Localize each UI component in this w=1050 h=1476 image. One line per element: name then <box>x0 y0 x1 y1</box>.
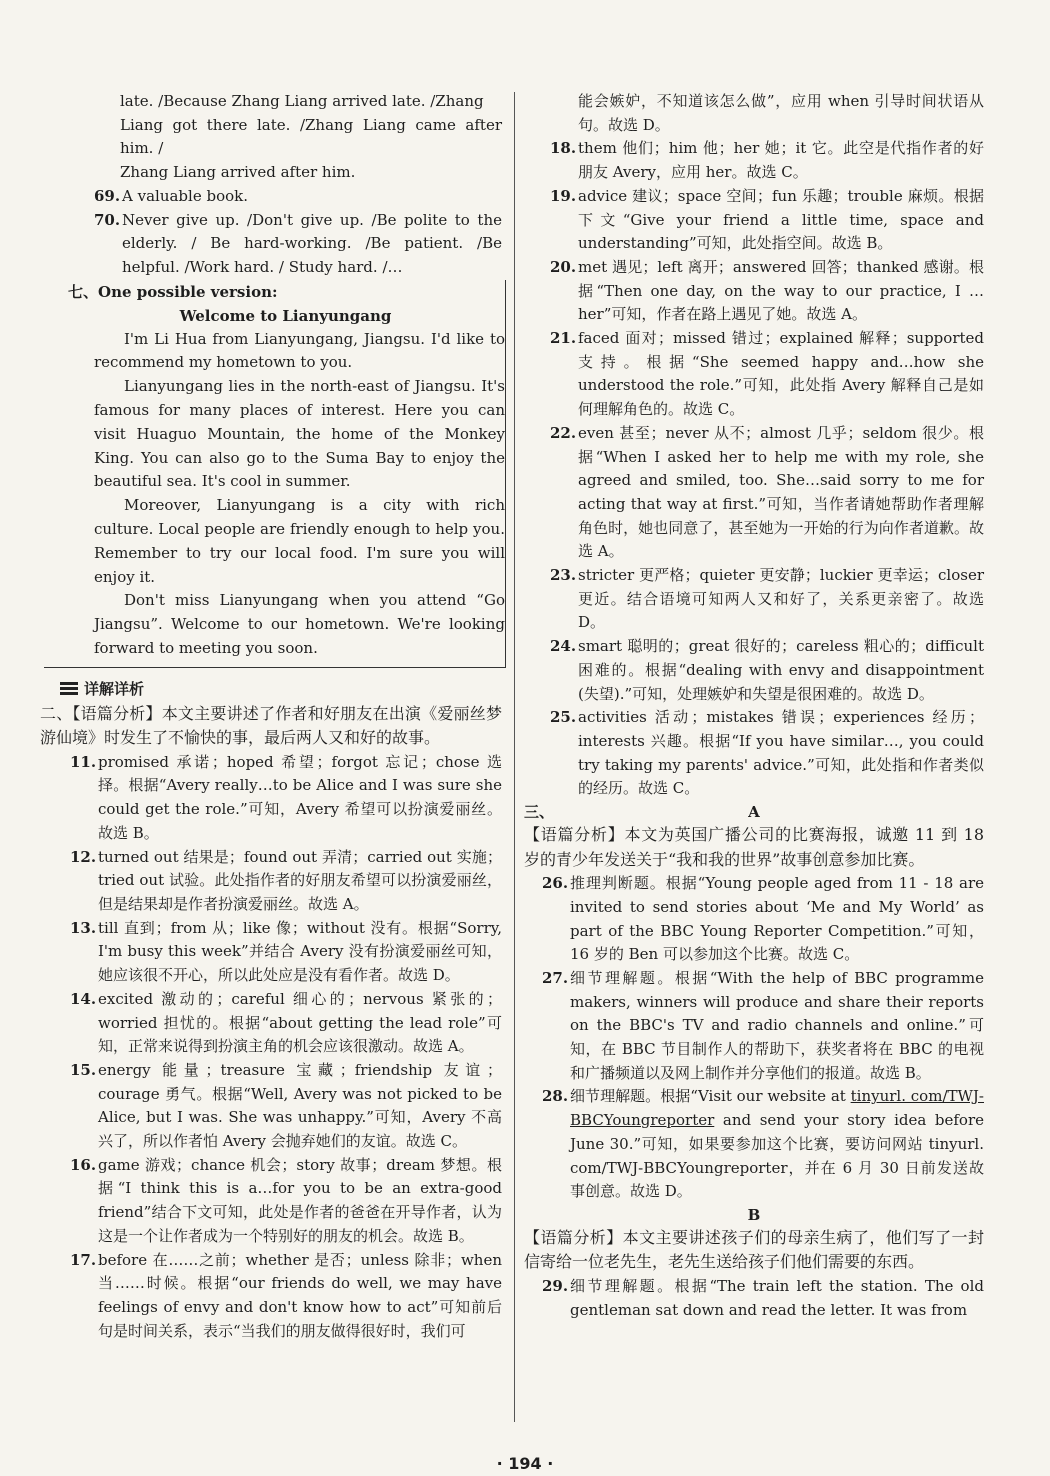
answer-item-13 <box>70 917 502 988</box>
item-17-continued: 能会嫉妒，不知道该怎么做”，应用 when 引导时间状语从句。故选 D。 <box>578 92 984 134</box>
essay-title: Welcome to Lianyungang <box>179 306 392 325</box>
intro-line-1: late. /Because Zhang Liang arrived late. /Zhang <box>120 92 484 110</box>
section-3-heading <box>524 801 984 823</box>
answer-list-right <box>524 137 984 801</box>
answer-item-27 <box>542 967 984 1086</box>
item-text: smart 聪明的；great 很好的；careless 粗心的；difficult 困难的。根据“dealing with envy and disappointment (失望).”可知，处理嫉妒和失望是很困难的。故选 D。 <box>578 637 984 703</box>
item-text: 细节理解题。根据“With the help of BBC programme makers, winners will produce and share their reports on the BBC's TV and radio channels and online.”可知，在 BBC 节目制作人的帮助下，获奖者将在 BBC 的电视和广播频道以及网上制作并分享他们的报道。故选 B。 <box>570 968 984 1082</box>
answer-list-left <box>66 751 502 1344</box>
answer-item-23 <box>550 564 984 635</box>
answer-item-21 <box>550 327 984 422</box>
left-column <box>40 90 505 1343</box>
item-text: before 在……之前；whether 是否；unless 除非；when 当……时候。根据“our friends do well, we may have feelings of envy and don't know how to act”可知前后句是时间关系，表示“当我们的朋友做得很好时，我们可 <box>98 1250 502 1340</box>
answer-list-a <box>524 872 984 1204</box>
competition-url: tinyurl. com/TWJ-BBCYoungreporter <box>570 1087 984 1130</box>
answer-item-25 <box>550 706 984 801</box>
essay-heading: 七、One possible version: <box>68 282 278 301</box>
section-3-label: 三、 <box>524 803 555 822</box>
answer-item-17 <box>70 1249 502 1344</box>
item-number: 24. <box>550 637 577 656</box>
essay-paragraph: Lianyungang lies in the north-east of Jiangsu. It's famous for many places of interest. Here you can visit Huaguo Mountain, the home of the Monkey King. You can also go to the Suma Bay to enjoy the beautiful sea. It's cool in summer. <box>94 377 505 491</box>
item-text: turned out 结果是；found out 弄清；carried out 实施；tried out 试验。此处指作者的好朋友希望可以扮演爱丽丝，但是结果却是作者扮演爱丽丝。故选 A。 <box>98 847 502 913</box>
analysis-passage-b: 【语篇分析】本文主要讲述孩子们的母亲生病了，他们写了一封信寄给一位老先生，老先生送给孩子们他们需要的东西。 <box>524 1227 984 1272</box>
item-number: 69. <box>94 186 121 205</box>
answer-item-18 <box>550 137 984 184</box>
answer-item-69 <box>94 185 502 209</box>
right-column <box>524 90 984 1322</box>
item-text: met 遇见；left 离开；answered 回答；thanked 感谢。根据“Then one day, on the way to our practice, I … her”可知，作者在路上遇见了她。故选 A。 <box>578 257 984 324</box>
answer-item-24 <box>550 635 984 706</box>
item-number: 20. <box>550 257 577 276</box>
answer-item-26 <box>542 872 984 967</box>
item-text: stricter 更严格；quieter 更安静；luckier 更幸运；closer 更近。结合语境可知两人又和好了，关系更亲密了。故选 D。 <box>578 566 984 632</box>
section-heading <box>60 678 502 700</box>
item-number: 22. <box>550 423 577 442</box>
item-text: activities 活动；mistakes 错误；experiences 经历；interests 兴趣。根据“If you have similar…, you could try taking my parents' advice.”可知，此处指和作者类似的经历。故选 C。 <box>578 708 984 798</box>
item-text: 细节理解题。根据“The train left the station. The old gentleman sat down and read the letter. It was from <box>570 1276 984 1319</box>
item-number: 27. <box>542 968 569 987</box>
item-text: A valuable book. <box>122 186 248 205</box>
item-number: 12. <box>70 847 97 866</box>
item-text: game 游戏；chance 机会；story 故事；dream 梦想。根据“I think this is a…for you to be an extra-good friend”结合下文可知，此处是作者的爸爸在开导作者，认为这是一个让作者成为一个特别好的朋友的机会。故选 B。 <box>98 1155 502 1245</box>
list-icon <box>60 682 78 696</box>
answer-item-29 <box>542 1275 984 1322</box>
item-text-pre: 细节理解题。根据“Visit our website at <box>570 1087 851 1106</box>
section-label: 详解详析 <box>84 679 145 698</box>
answer-item-11 <box>70 751 502 846</box>
answer-item-16 <box>70 1154 502 1249</box>
item-number: 19. <box>550 186 577 205</box>
item-number: 21. <box>550 329 577 348</box>
item-number: 16. <box>70 1155 97 1174</box>
item-number: 17. <box>70 1250 97 1269</box>
item-number: 14. <box>70 989 97 1008</box>
passage-b-label: B <box>747 1205 761 1224</box>
item-number: 23. <box>550 566 577 585</box>
essay-box <box>44 280 506 668</box>
item-number: 29. <box>542 1276 569 1295</box>
item-text: Never give up. /Don't give up. /Be polite to the elderly. / Be hard-working. /Be patient. /Be helpful. /Work hard. / Study hard. /… <box>122 210 502 276</box>
item-text: promised 承诺；hoped 希望；forgot 忘记；chose 选择。根据“Avery really…to be Alice and I was sure she could get the role.”可知，Avery 希望可以扮演爱丽丝。故选 B。 <box>98 752 502 842</box>
item-number: 18. <box>550 139 577 158</box>
analysis-passage-a: 【语篇分析】本文为英国广播公司的比赛海报，诚邀 11 到 18 岁的青少年发送关于“我和我的世界”故事创意参加比赛。 <box>524 825 984 869</box>
answer-item-28 <box>542 1085 984 1204</box>
answer-item-20 <box>550 256 984 327</box>
item-text: faced 面对；missed 错过；explained 解释；supported 支持。根据“She seemed happy and…how she understood the role.”可知，此处指 Avery 解释自己是如何理解角色的。故选 C。 <box>578 329 984 419</box>
intro-line-2: Liang got there late. /Zhang Liang came after him. / <box>120 115 502 158</box>
item-text: advice 建议；space 空间；fun 乐趣；trouble 麻烦。根据下文“Give your friend a little time, space and understanding”可知，此处指空间。故选 B。 <box>578 186 984 253</box>
item-number: 15. <box>70 1060 97 1079</box>
answer-item-19 <box>550 185 984 256</box>
column-divider <box>514 92 515 1422</box>
item-text: even 甚至；never 从不；almost 几乎；seldom 很少。根据“When I asked her to help me with my role, she agreed and smiled, too. She…said sorry to me for acting that way at first.”可知，当作者请她帮助作者理解角色时，她也同意了，甚至她为一开始的行为向作者道歉。故选 A。 <box>578 423 984 561</box>
passage-a-label: A <box>748 803 760 822</box>
item-text-post: and send your story idea before June 30.”可知，如果要参加这个比赛，要访问网站 tinyurl. com/TWJ-BBCYoungreporter，并在 6 月 30 日前发送故事创意。故选 D。 <box>570 1111 984 1201</box>
item-text: them 他们；him 他；her 她；it 它。此空是代指作者的好朋友 Avery，应用 her。故选 C。 <box>578 139 984 182</box>
item-text: till 直到；from 从；like 像；without 没有。根据“Sorry, I'm busy this week”并结合 Avery 没有扮演爱丽丝可知，她应该很不开心，所以此处应是没有看作者。故选 D。 <box>98 918 502 985</box>
item-text: 推理判断题。根据“Young people aged from 11 - 18 are invited to send stories about ‘Me and My World’ as part of the BBC Young Reporter Competition.”可知，16 岁的 Ben 可以参加这个比赛。故选 C。 <box>570 874 984 964</box>
essay-paragraph: Moreover, Lianyungang is a city with rich culture. Local people are friendly enough to help you. Remember to try our local food. I'm sure you will enjoy it. <box>94 496 505 586</box>
answer-item-22 <box>550 422 984 564</box>
answer-item-70 <box>94 209 502 280</box>
answer-item-12 <box>70 846 502 917</box>
intro-line-3: Zhang Liang arrived after him. <box>120 163 356 182</box>
item-number: 11. <box>70 752 97 771</box>
answer-item-14 <box>70 988 502 1059</box>
item-number: 28. <box>542 1087 569 1106</box>
item-number: 70. <box>94 210 121 229</box>
essay-body <box>66 328 505 661</box>
essay-paragraph: Don't miss Lianyungang when you attend “Go Jiangsu”. Welcome to our hometown. We're looking forward to meeting you soon. <box>94 591 505 657</box>
item-number: 13. <box>70 918 97 937</box>
item-number: 26. <box>542 874 569 893</box>
answer-item-15 <box>70 1059 502 1154</box>
item-text: excited 激动的；careful 细心的；nervous 紧张的；worried 担忧的。根据“about getting the lead role”可知，正常来说得到扮演主角的机会应该很激动。故选 A。 <box>98 989 502 1056</box>
analysis-passage-2: 二、【语篇分析】本文主要讲述了作者和好朋友在出演《爱丽丝梦游仙境》时发生了不愉快的事，最后两人又和好的故事。 <box>40 703 502 748</box>
answer-list-b <box>524 1275 984 1322</box>
essay-paragraph: I'm Li Hua from Lianyungang, Jiangsu. I'd like to recommend my hometown to you. <box>94 329 505 372</box>
item-text: energy 能量；treasure 宝藏；friendship 友谊；courage 勇气。根据“Well, Avery was not picked to be Alice, but I was. She was unhappy.”可知，Avery 不高兴了，所以作者怕 Avery 会抛弃她们的友谊。故选 C。 <box>98 1060 502 1151</box>
page-number: · 194 · <box>496 1454 554 1473</box>
item-number: 25. <box>550 708 577 727</box>
